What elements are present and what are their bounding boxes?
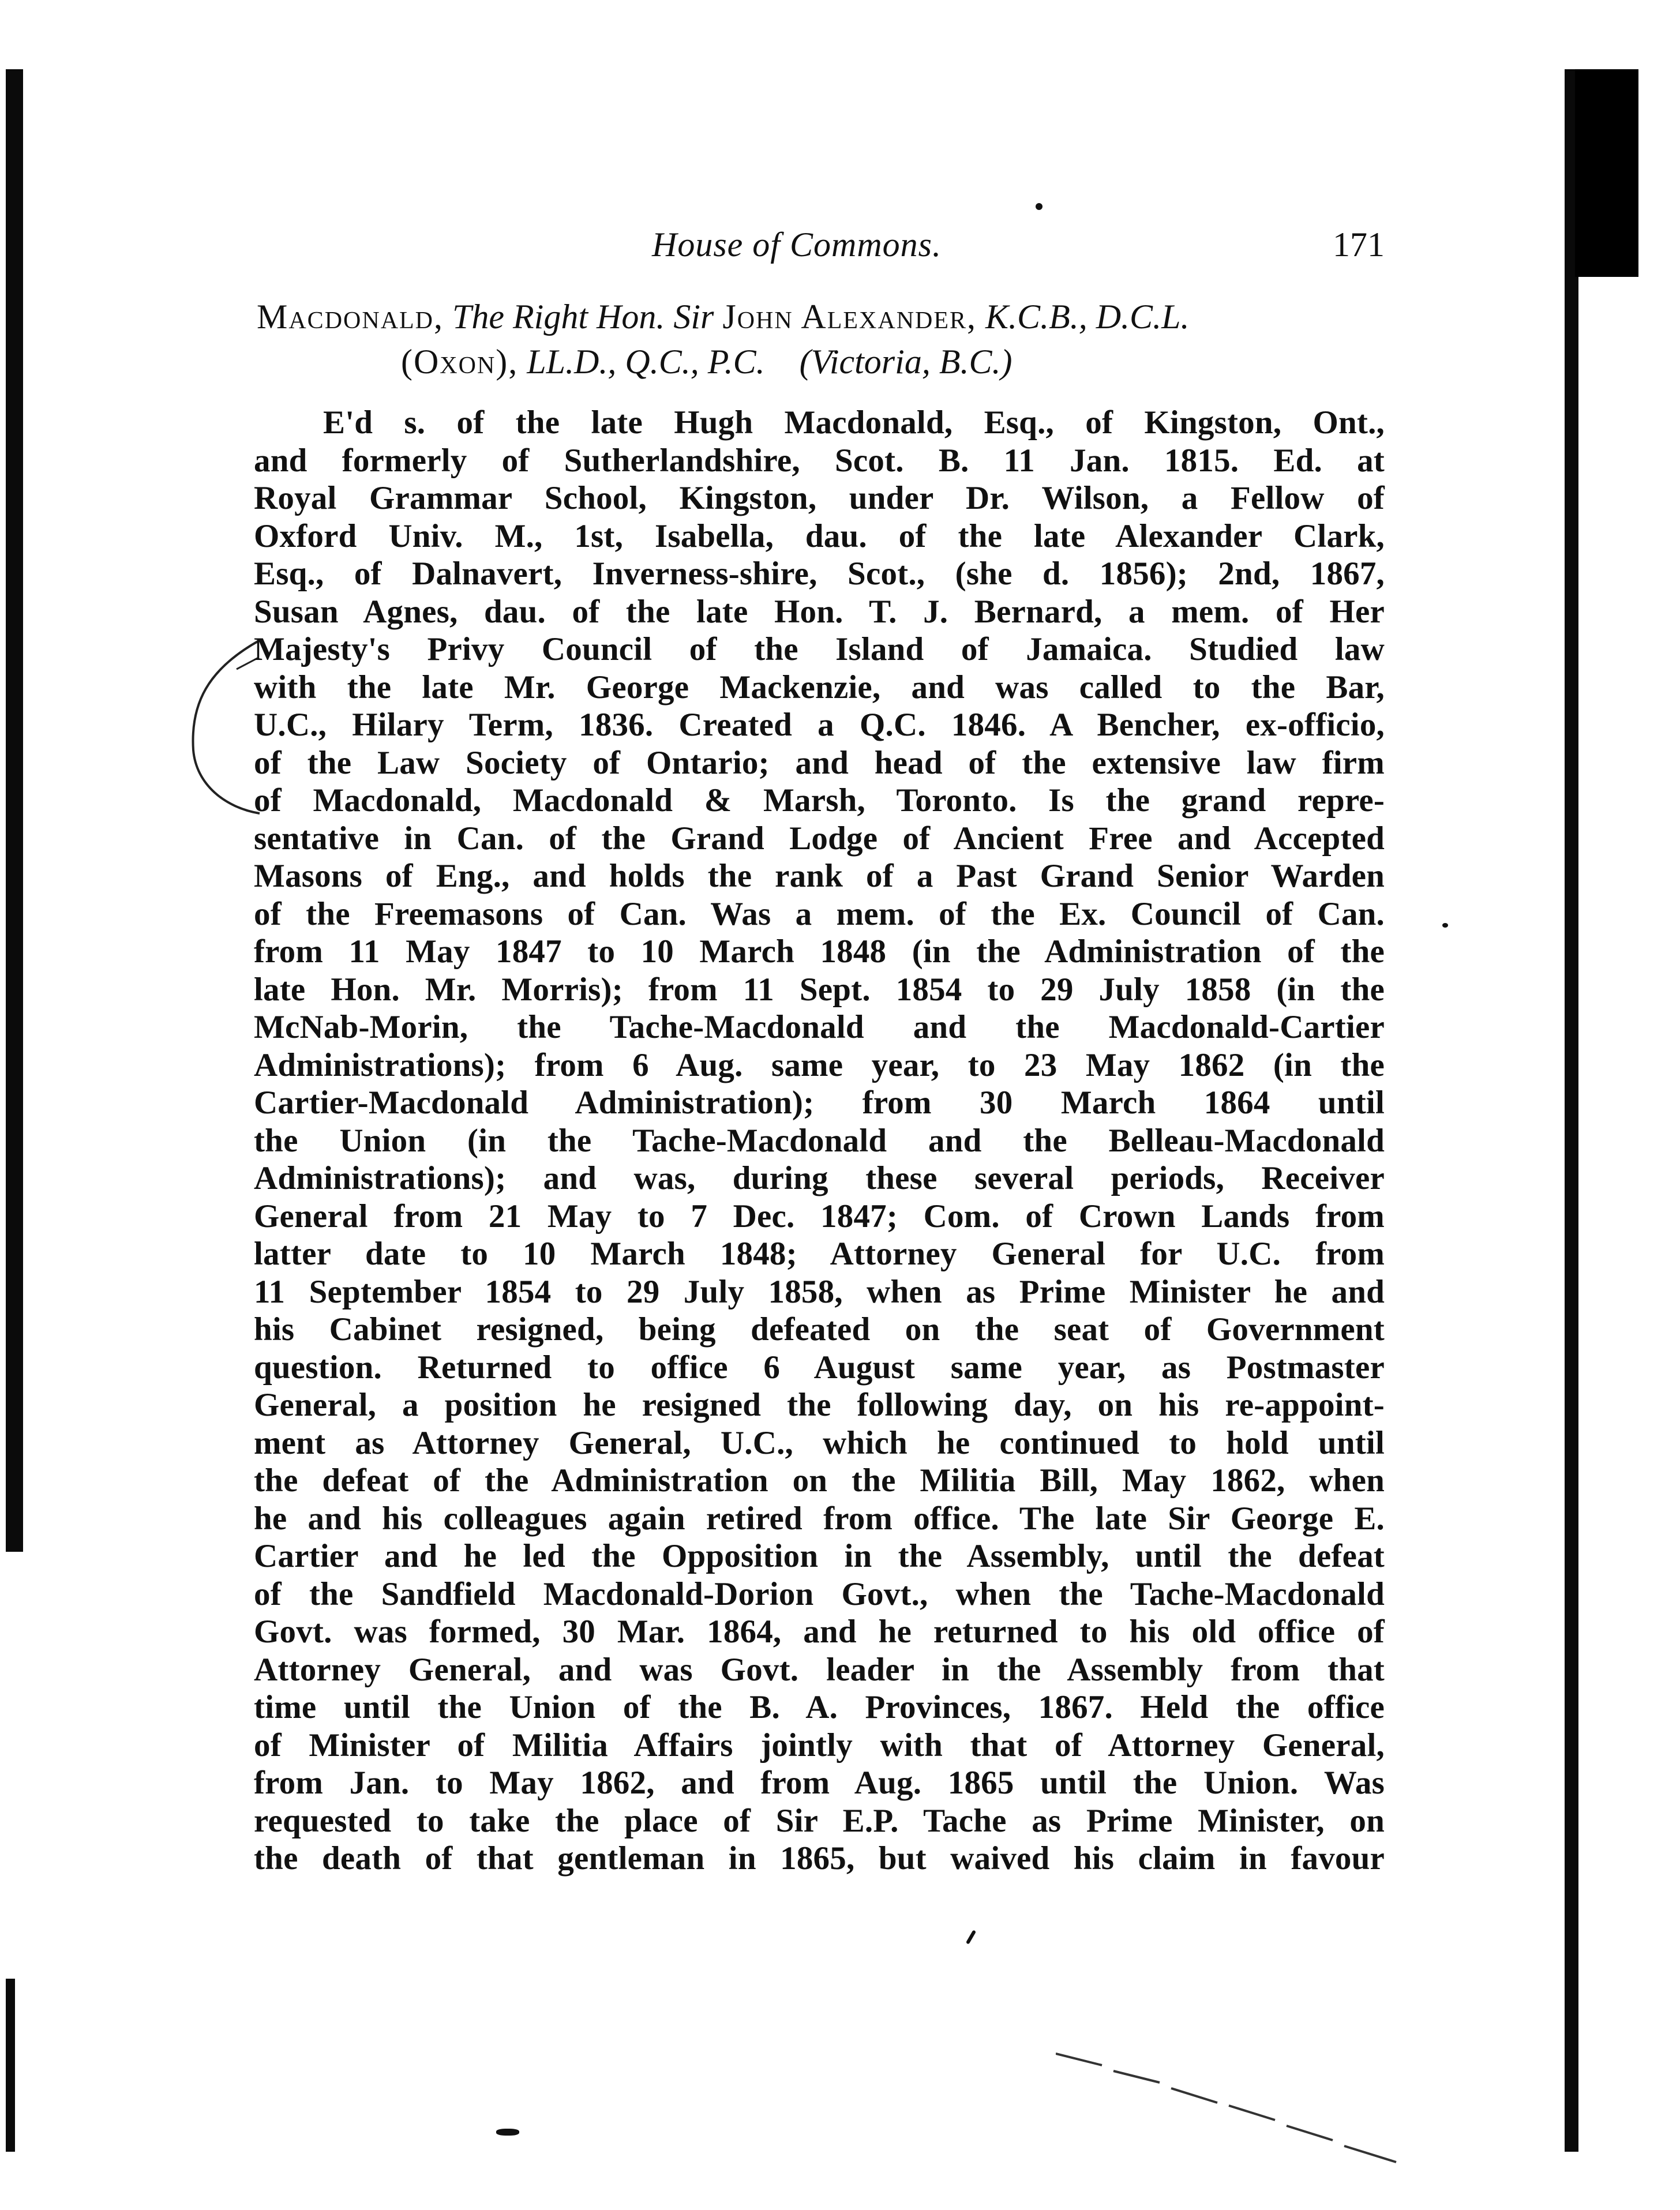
- body-line: U.C., Hilary Term, 1836. Created a Q.C. 1846. A Bencher, ex-officio,: [254, 707, 1385, 743]
- entry-heading: [257, 294, 1405, 384]
- scan-edge-right: [1565, 69, 1578, 2152]
- scan-speck: [496, 2129, 519, 2136]
- entry-surname: Macdonald,: [257, 298, 444, 336]
- entry-honours: K.C.B., D.C.L.: [985, 298, 1190, 336]
- body-line: from Jan. to May 1862, and from Aug. 1865 until the Union. Was: [254, 1765, 1385, 1801]
- entry-heading-line-2: [257, 339, 1405, 384]
- entry-body: [254, 404, 1385, 1878]
- body-line: Attorney General, and was Govt. leader in the Assembly from that: [254, 1651, 1385, 1688]
- handwritten-bracket-mark: [173, 635, 265, 819]
- body-line: Cartier-Macdonald Administration); from 30 March 1864 until: [254, 1085, 1385, 1121]
- body-line: he and his colleagues again retired from office. The late Sir George E.: [254, 1500, 1385, 1537]
- body-line: Cartier and he led the Opposition in the Assembly, until the defeat: [254, 1538, 1385, 1574]
- page-number: 171: [1333, 226, 1385, 264]
- scan-speck: [966, 1930, 976, 1945]
- body-line: latter date to 10 March 1848; Attorney General for U.C. from: [254, 1236, 1385, 1272]
- running-header: [652, 225, 1390, 277]
- scan-shadow-block: [1575, 69, 1638, 277]
- scan-edge-left: [6, 69, 23, 1552]
- body-line: the death of that gentleman in 1865, but waived his claim in favour: [254, 1840, 1385, 1877]
- body-line: Susan Agnes, dau. of the late Hon. T. J. Bernard, a mem. of Her: [254, 593, 1385, 630]
- body-line: from 11 May 1847 to 10 March 1848 (in the Administration of the: [254, 933, 1385, 970]
- running-header-title: House of Commons.: [652, 226, 942, 264]
- entry-given-names: John Alexander,: [722, 298, 977, 336]
- scan-speck: [1036, 203, 1042, 210]
- body-line: Oxford Univ. M., 1st, Isabella, dau. of the late Alexander Clark,: [254, 517, 1385, 554]
- entry-residence: (Victoria, B.C.): [799, 343, 1012, 381]
- body-line: of Minister of Militia Affairs jointly with that of Attorney General,: [254, 1727, 1385, 1764]
- body-line: of the Law Society of Ontario; and head of the extensive law firm: [254, 744, 1385, 781]
- body-line: Esq., of Dalnavert, Inverness-shire, Scot., (she d. 1856); 2nd, 1867,: [254, 556, 1385, 592]
- body-line: 11 September 1854 to 29 July 1858, when as Prime Minister he and: [254, 1273, 1385, 1310]
- body-line: sentative in Can. of the Grand Lodge of Ancient Free and Accepted: [254, 820, 1385, 857]
- body-line: General, a position he resigned the following day, on his re-appoint-: [254, 1387, 1385, 1423]
- body-line: ment as Attorney General, U.C., which he continued to hold until: [254, 1424, 1385, 1461]
- entry-oxon: (Oxon),: [401, 343, 519, 381]
- entry-degrees: LL.D., Q.C., P.C.: [527, 343, 765, 381]
- body-line: time until the Union of the B. A. Provinces, 1867. Held the office: [254, 1689, 1385, 1725]
- scan-dashed-mark: [1056, 2048, 1402, 2163]
- scan-edge-left-lower: [6, 1979, 15, 2152]
- scan-speck: [1442, 923, 1448, 928]
- body-line: Govt. was formed, 30 Mar. 1864, and he returned to his old office of: [254, 1614, 1385, 1650]
- entry-honorific: The Right Hon. Sir: [452, 298, 714, 336]
- body-line: his Cabinet resigned, being defeated on the seat of Government: [254, 1311, 1385, 1348]
- body-line: Administrations); and was, during these several periods, Receiver: [254, 1160, 1385, 1196]
- body-line: Majesty's Privy Council of the Island of Jamaica. Studied law: [254, 631, 1385, 667]
- body-line: Masons of Eng., and holds the rank of a Past Grand Senior Warden: [254, 858, 1385, 894]
- body-line: and formerly of Sutherlandshire, Scot. B. 11 Jan. 1815. Ed. at: [254, 442, 1385, 479]
- body-line: with the late Mr. George Mackenzie, and was called to the Bar,: [254, 669, 1385, 706]
- body-line: Royal Grammar School, Kingston, under Dr. Wilson, a Fellow of: [254, 480, 1385, 516]
- body-line: Administrations); from 6 Aug. same year, to 23 May 1862 (in the: [254, 1046, 1385, 1083]
- body-line: of the Freemasons of Can. Was a mem. of the Ex. Council of Can.: [254, 895, 1385, 932]
- body-line: of the Sandfield Macdonald-Dorion Govt., when the Tache-Macdonald: [254, 1575, 1385, 1612]
- body-line: question. Returned to office 6 August same year, as Postmaster: [254, 1349, 1385, 1386]
- body-line: E'd s. of the late Hugh Macdonald, Esq., of Kingston, Ont.,: [323, 404, 1385, 441]
- body-line: General from 21 May to 7 Dec. 1847; Com. of Crown Lands from: [254, 1198, 1385, 1235]
- body-line: of Macdonald, Macdonald & Marsh, Toronto. Is the grand repre-: [254, 782, 1385, 819]
- body-line: late Hon. Mr. Morris); from 11 Sept. 1854 to 29 July 1858 (in the: [254, 971, 1385, 1008]
- body-line: McNab-Morin, the Tache-Macdonald and the Macdonald-Cartier: [254, 1009, 1385, 1045]
- body-line: the defeat of the Administration on the Militia Bill, May 1862, when: [254, 1462, 1385, 1499]
- body-line: the Union (in the Tache-Macdonald and the Belleau-Macdonald: [254, 1122, 1385, 1159]
- body-line: requested to take the place of Sir E.P. Tache as Prime Minister, on: [254, 1802, 1385, 1839]
